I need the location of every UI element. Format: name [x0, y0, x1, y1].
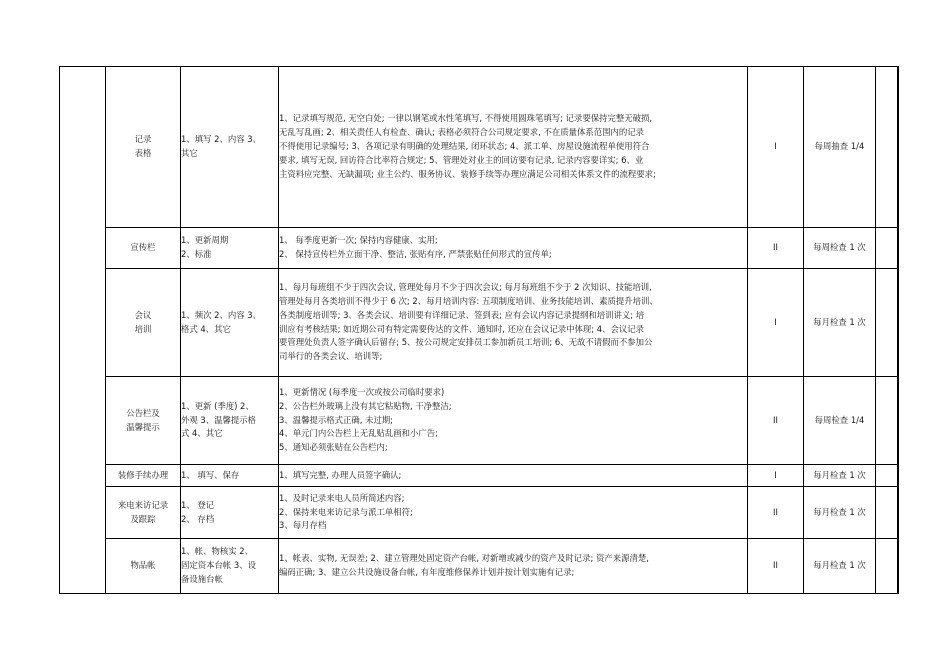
check-item-line: 2、 存档	[181, 513, 215, 524]
table-row	[60, 487, 899, 539]
empty-cell	[898, 269, 899, 377]
frequency-cell: 每周抽查 1/4	[804, 67, 876, 228]
table-row	[60, 377, 899, 465]
empty-cell	[876, 269, 898, 377]
requirement-line: 主资料应完整、无缺漏项; 业主公约、服务协议、装修手续等办理应满足公司相关体系文件的流程要求;	[279, 168, 656, 179]
check-items-cell	[181, 487, 279, 539]
requirement-line: 1、更新情况 (每季度一次或按公司临时要求)	[279, 386, 445, 397]
requirements-cell	[279, 377, 748, 465]
check-item-line: 2、标准	[181, 249, 212, 259]
requirement-line: 5、通知必须张贴在公告栏内;	[279, 442, 388, 453]
requirement-line: 3、每月存档	[279, 520, 327, 531]
requirement-line: 编码正确; 3、建立公共设施设备台帐, 有年度维修保养计划并按计划实施有记录;	[279, 567, 575, 577]
item-name-line: 装修手续办理	[117, 469, 169, 480]
requirement-line: 2、公告栏外玻璃上没有其它粘贴物, 干净整洁;	[279, 400, 452, 411]
requirements-cell	[279, 539, 748, 594]
category-cell	[60, 67, 106, 594]
requirement-line: 1、记录填写规范, 无空白处; 一律以钢笔或水性笔填写, 不得使用圆珠笔填写; 记录要保持完整无破损,	[279, 113, 652, 124]
empty-cell	[876, 539, 898, 594]
level-cell: I	[748, 67, 804, 228]
empty-cell	[876, 465, 898, 487]
requirements-cell	[279, 269, 748, 377]
empty-cell	[876, 228, 898, 269]
requirement-line: 不得使用记录编号; 3、各项记录有明确的处理结果, 闭环状态; 4、派工单、房屋设施流程单使用符合	[279, 141, 650, 152]
empty-cell	[898, 539, 899, 594]
check-items-cell	[181, 465, 279, 487]
requirement-line: 1、帐表、实物, 无误差; 2、建立管理处固定资产台帐, 对新增或减少的资产及时记录; 资产来源清楚,	[279, 553, 649, 564]
requirement-line: 1、及时记录来电人员所简述内容;	[279, 492, 405, 503]
item-name-cell	[106, 487, 181, 539]
item-name-line: 公告栏及	[126, 407, 160, 418]
level-cell: II	[748, 228, 804, 269]
table-row	[60, 228, 899, 269]
frequency-cell: 每月检查 1 次	[804, 465, 876, 487]
frequency-cell: 每周检查 1/4	[804, 377, 876, 465]
item-name-line: 记录	[134, 134, 152, 145]
check-items-cell	[181, 67, 279, 228]
table-row	[60, 269, 899, 377]
check-item-line: 固定资本台帐 3、设	[181, 560, 256, 571]
check-item-line: 1、更新 (季度) 2、	[181, 400, 254, 411]
check-item-line: 格式 4、其它	[181, 323, 231, 334]
item-name-line: 宣传栏	[130, 242, 156, 253]
empty-cell	[898, 377, 899, 465]
check-item-line: 1、填写 2、内容 3、	[181, 134, 261, 145]
inspection-standards-table	[59, 66, 899, 594]
requirement-line: 要管理处负责人签字确认后留存; 5、按公司规定安排员工参加新员工培训; 6、无故不请假而不参加公	[279, 337, 653, 348]
requirements-cell	[279, 465, 748, 487]
empty-cell	[898, 228, 899, 269]
table-row	[60, 465, 899, 487]
requirement-line: 1、每月每班组不少于四次会议, 管理处每月不少于四次会议; 每月每班组不少于 2 次知识、技能培训,	[279, 281, 652, 292]
item-name-line: 及跟踪	[130, 513, 156, 524]
item-name-cell	[106, 67, 181, 228]
item-name-cell	[106, 377, 181, 465]
check-item-line: 1、帐、物核实 2、	[181, 546, 253, 557]
check-item-line: 备设施台帐	[181, 573, 223, 584]
requirement-line: 管理处每月各类培训不得少于 6 次; 2、每月培训内容: 五项制度培训、业务技能培训、素质提升培训、	[279, 295, 658, 306]
item-name-line: 来电来访记录	[117, 499, 169, 510]
item-name-line: 表格	[134, 148, 152, 158]
item-name-cell	[106, 465, 181, 487]
check-items-cell	[181, 377, 279, 465]
item-name-cell	[106, 539, 181, 594]
requirement-line: 无乱写乱画; 2、相关责任人有检查、确认; 表格必须符合公司规定要求, 不在质量体系范围内的记录	[279, 127, 644, 138]
frequency-cell: 每月检查 1 次	[804, 487, 876, 539]
requirements-cell	[279, 228, 748, 269]
check-item-line: 1、 登记	[181, 499, 215, 510]
check-item-line: 1、更新周期	[181, 235, 229, 246]
requirement-line: 4、单元门内公告栏上无乱贴乱画和小广告;	[279, 428, 438, 439]
requirement-line: 2、 保持宣传栏外立面干净、整洁, 张贴有序, 严禁张贴任何形式的宣传单;	[279, 249, 552, 259]
item-name-line: 物品帐	[130, 560, 156, 571]
requirement-line: 3、温馨提示格式正确, 未过期;	[279, 414, 393, 425]
level-cell: II	[748, 377, 804, 465]
check-item-line: 1、频次 2、内容 3、	[181, 309, 261, 320]
requirement-line: 司举行的各类会议、培训等;	[279, 351, 383, 362]
requirement-line: 训应有考核结果; 如近期公司有特定需要传达的文件、通知时, 还应在会议记录中体现; 4、会议记录	[279, 323, 644, 334]
check-items-cell	[181, 228, 279, 269]
check-item-line: 其它	[181, 148, 198, 158]
requirement-line: 2、保持来电来访记录与派工单相符;	[279, 506, 413, 517]
requirements-cell	[279, 67, 748, 228]
check-item-line: 外观 3、温馨提示格	[181, 414, 256, 425]
check-items-cell	[181, 539, 279, 594]
table-row	[60, 539, 899, 594]
check-item-line: 1、 填写、保存	[181, 469, 240, 480]
requirements-cell	[279, 487, 748, 539]
frequency-cell: 每月检查 1 次	[804, 269, 876, 377]
empty-cell	[876, 377, 898, 465]
empty-cell	[876, 487, 898, 539]
empty-cell	[898, 67, 899, 228]
frequency-cell: 每周检查 1 次	[804, 228, 876, 269]
item-name-line: 培训	[134, 323, 152, 334]
item-name-cell	[106, 228, 181, 269]
check-item-line: 式 4、其它	[181, 428, 223, 439]
table-body	[60, 67, 899, 594]
level-cell: II	[748, 539, 804, 594]
check-items-cell	[181, 269, 279, 377]
level-cell: II	[748, 487, 804, 539]
table-row	[60, 67, 899, 228]
item-name-cell	[106, 269, 181, 377]
empty-cell	[898, 465, 899, 487]
requirement-line: 要求, 填写无误, 回访符合比率符合规定; 5、管理处对业主的回访要有记录, 记录内容要详实; 6、业	[279, 154, 644, 165]
item-name-line: 温馨提示	[126, 421, 160, 432]
requirement-line: 1、 每季度更新一次; 保持内容健康、实用;	[279, 235, 438, 246]
requirement-line: 各类制度培训等; 3、各类会议、培训要有详细记录、签到表; 应有会议内容记录提纲和培训讲义; 培	[279, 309, 645, 320]
level-cell: I	[748, 269, 804, 377]
item-name-line: 会议	[134, 309, 152, 320]
requirement-line: 1、填写完整, 办理人员签字确认;	[279, 469, 402, 480]
level-cell: I	[748, 465, 804, 487]
empty-cell	[898, 487, 899, 539]
frequency-cell: 每月检查 1 次	[804, 539, 876, 594]
empty-cell	[876, 67, 898, 228]
